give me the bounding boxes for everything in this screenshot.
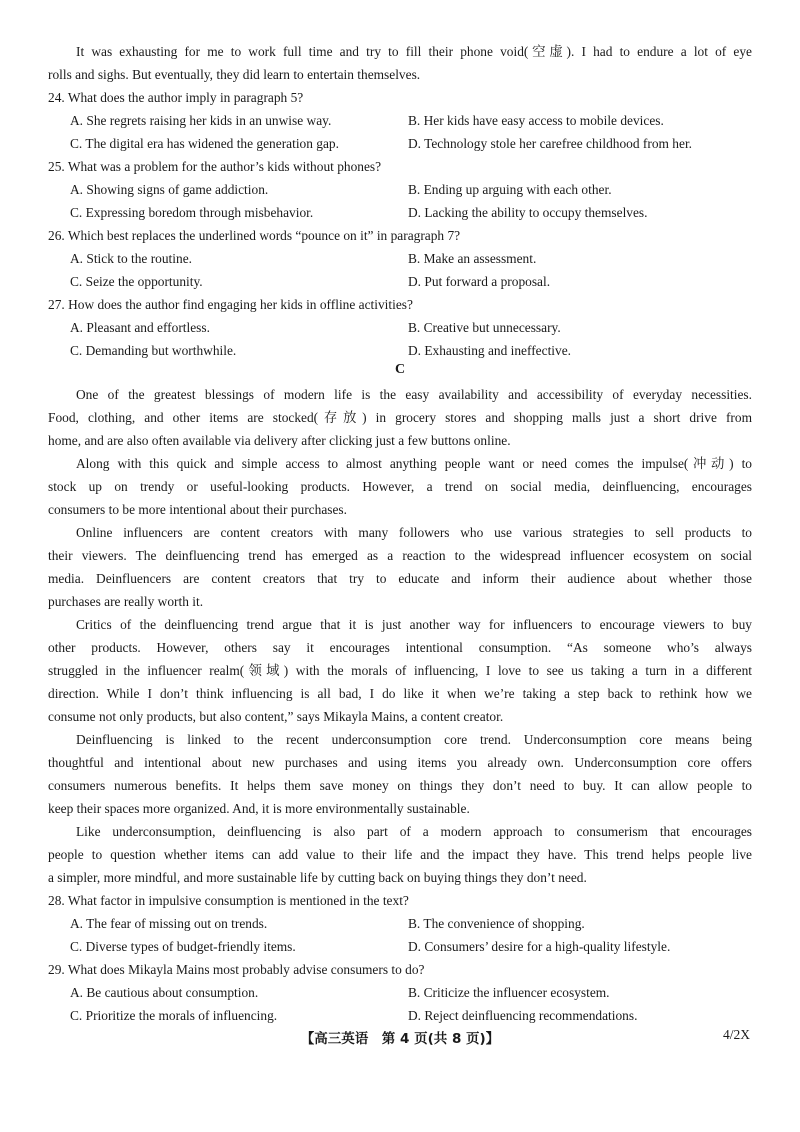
- question-28-option-c: C. Diverse types of budget-friendly items.: [70, 939, 296, 954]
- question-28-option-d: D. Consumers’ desire for a high-quality lifestyle.: [408, 939, 671, 954]
- passage-line: Food, clothing, and other items are stocked(存放) in grocery stores and shopping malls just a short drive from: [48, 410, 752, 425]
- page-footer: 【高三英语 第 4 页(共 8 页)】: [300, 1031, 500, 1047]
- question-28-option-a: A. The fear of missing out on trends.: [70, 916, 268, 931]
- question-25-stem: 25. What was a problem for the author’s kids without phones?: [48, 159, 382, 174]
- passage-line: people to question whether items can add value to their life and the impact they have. This trend helps people live: [48, 847, 752, 862]
- question-24-option-c: C. The digital era has widened the generation gap.: [70, 136, 339, 151]
- question-29-option-d: D. Reject deinfluencing recommendations.: [408, 1008, 638, 1023]
- question-27-option-d: D. Exhausting and ineffective.: [408, 343, 571, 358]
- passage-line: Deinfluencing is linked to the recent underconsumption core trend. Underconsumption core means being: [76, 732, 752, 747]
- section-c-heading: C: [394, 362, 406, 377]
- question-25-option-b: B. Ending up arguing with each other.: [408, 182, 612, 197]
- question-27-option-a: A. Pleasant and effortless.: [70, 320, 210, 335]
- question-27-option-c: C. Demanding but worthwhile.: [70, 343, 237, 358]
- question-24-option-a: A. She regrets raising her kids in an unwise way.: [70, 113, 332, 128]
- question-25-option-d: D. Lacking the ability to occupy themselves.: [408, 205, 648, 220]
- passage-line: Along with this quick and simple access to almost anything people want or need comes the impulse(冲动) to: [76, 456, 752, 471]
- passage-line: rolls and sighs. But eventually, they did learn to entertain themselves.: [48, 67, 421, 82]
- passage-line: home, and are also often available via delivery after clicking just a few buttons online.: [48, 433, 511, 448]
- passage-line: consumers to be more intentional about their purchases.: [48, 502, 347, 517]
- passage-line: media. Deinfluencers are content creators that try to educate and inform their audience about whether those: [48, 571, 752, 586]
- question-29-stem: 29. What does Mikayla Mains most probably advise consumers to do?: [48, 962, 425, 977]
- question-26-stem: 26. Which best replaces the underlined words “pounce on it” in paragraph 7?: [48, 228, 461, 243]
- paper-code: 4/2X: [723, 1027, 750, 1042]
- passage-line: stock up on trendy or useful-looking products. However, a trend on social media, deinfluencing, encourages: [48, 479, 752, 494]
- question-29-option-a: A. Be cautious about consumption.: [70, 985, 259, 1000]
- question-24-option-d: D. Technology stole her carefree childhood from her.: [408, 136, 693, 151]
- question-26-option-c: C. Seize the opportunity.: [70, 274, 203, 289]
- passage-line: consume not only products, but also content,” says Mikayla Mains, a content creator.: [48, 709, 504, 724]
- passage-line: consumers numerous benefits. It helps them save money on things they don’t need to buy. It can allow people to: [48, 778, 752, 793]
- passage-line: thoughtful and intentional about new purchases and using items you already own. Underconsumption core offers: [48, 755, 752, 770]
- passage-line: other products. However, others say it encourages intentional consumption. “As someone who’s always: [48, 640, 752, 655]
- question-26-option-b: B. Make an assessment.: [408, 251, 537, 266]
- question-28-option-b: B. The convenience of shopping.: [408, 916, 585, 931]
- question-27-stem: 27. How does the author find engaging her kids in offline activities?: [48, 297, 413, 312]
- passage-line: Online influencers are content creators with many followers who use various strategies to sell products to: [76, 525, 752, 540]
- passage-line: a simpler, more mindful, and more sustainable life by cutting back on buying things they don’t need.: [48, 870, 587, 885]
- passage-line: It was exhausting for me to work full time and try to fill their phone void(空虚). I had to endure a lot of eye: [76, 44, 752, 59]
- question-25-option-a: A. Showing signs of game addiction.: [70, 182, 269, 197]
- question-28-stem: 28. What factor in impulsive consumption is mentioned in the text?: [48, 893, 409, 908]
- passage-line: their viewers. The deinfluencing trend has emerged as a reaction to the widespread influencer ecosystem on social: [48, 548, 752, 563]
- question-27-option-b: B. Creative but unnecessary.: [408, 320, 561, 335]
- question-24-stem: 24. What does the author imply in paragraph 5?: [48, 90, 304, 105]
- question-29-option-b: B. Criticize the influencer ecosystem.: [408, 985, 610, 1000]
- passage-line: direction. While I don’t think influencing is all bad, I do like it when we’re taking a step back to rethink how we: [48, 686, 752, 701]
- passage-line: Critics of the deinfluencing trend argue that it is just another way for influencers to encourage viewers to buy: [76, 617, 752, 632]
- passage-line: purchases are really worth it.: [48, 594, 204, 609]
- question-25-option-c: C. Expressing boredom through misbehavior.: [70, 205, 314, 220]
- question-24-option-b: B. Her kids have easy access to mobile devices.: [408, 113, 664, 128]
- question-26-option-d: D. Put forward a proposal.: [408, 274, 551, 289]
- passage-line: One of the greatest blessings of modern life is the easy availability and accessibility of everyday necessities.: [76, 387, 752, 402]
- question-29-option-c: C. Prioritize the morals of influencing.: [70, 1008, 278, 1023]
- passage-line: struggled in the influencer realm(领域) with the morals of influencing, I love to see us taking a turn in a different: [48, 663, 752, 678]
- passage-line: Like underconsumption, deinfluencing is also part of a modern approach to consumerism that encourages: [76, 824, 752, 839]
- question-26-option-a: A. Stick to the routine.: [70, 251, 192, 266]
- passage-line: keep their spaces more organized. And, it is more environmentally sustainable.: [48, 801, 470, 816]
